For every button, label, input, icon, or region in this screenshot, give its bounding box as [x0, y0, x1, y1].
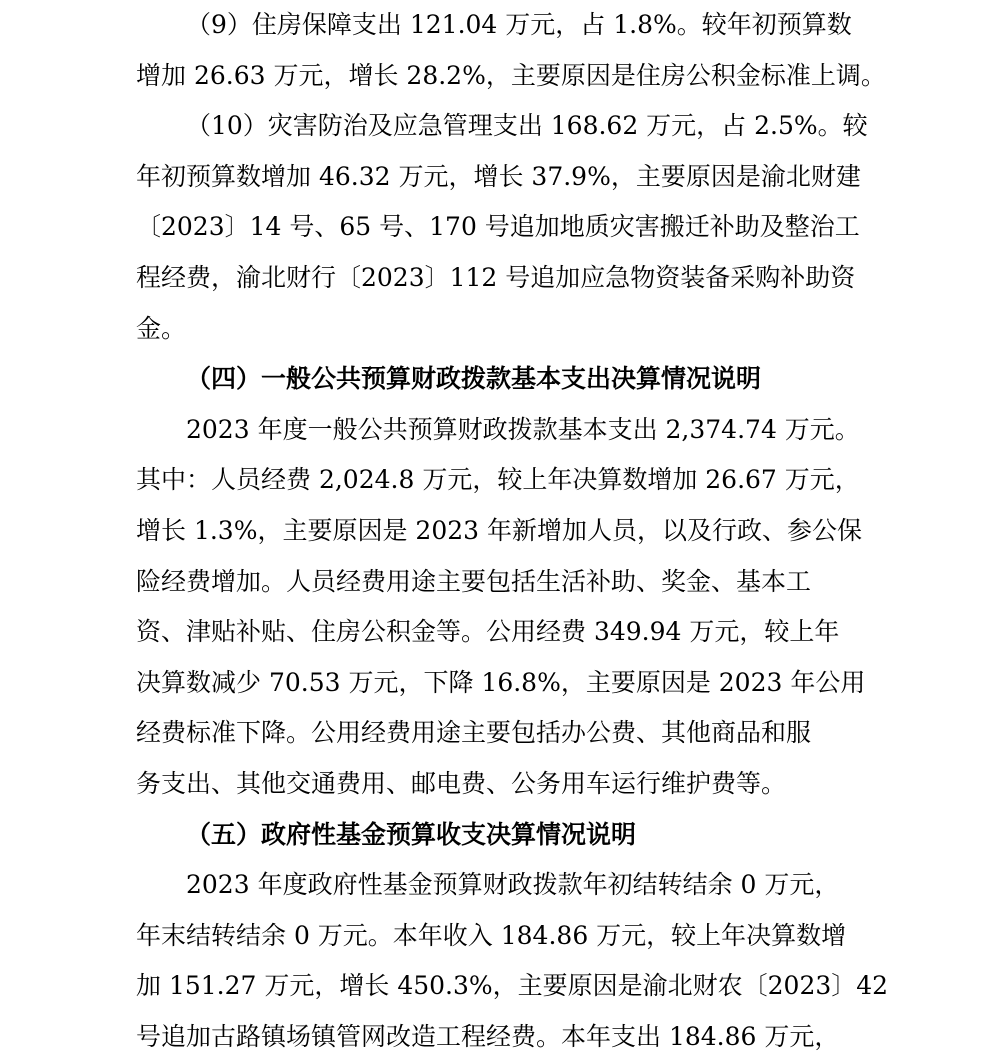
paragraph-line: 程经费，渝北财行〔2023〕112 号追加应急物资装备采购补助资	[136, 262, 856, 292]
paragraph-line: 增加 26.63 万元，增长 28.2%，主要原因是住房公积金标准上调。	[136, 60, 886, 90]
paragraph-line: 其中：人员经费 2,024.8 万元，较上年决算数增加 26.67 万元，	[136, 465, 860, 495]
paragraph-line: 2023 年度一般公共预算财政拨款基本支出 2,374.74 万元。	[186, 414, 860, 444]
paragraph-line: 〔2023〕14 号、65 号、170 号追加地质灾害搬迁补助及整治工	[136, 212, 860, 242]
section-heading: （五）政府性基金预算收支决算情况说明	[186, 819, 637, 849]
paragraph-line: 资、津贴补贴、住房公积金等。公用经费 349.94 万元，较上年	[136, 617, 840, 647]
paragraph-line: （9）住房保障支出 121.04 万元，占 1.8%。较年初预算数	[186, 10, 852, 39]
paragraph-line: 决算数减少 70.53 万元，下降 16.8%，主要原因是 2023 年公用	[136, 667, 866, 697]
paragraph-line: 加 151.27 万元，增长 450.3%，主要原因是渝北财农〔2023〕42	[136, 971, 889, 1001]
section-heading: （四）一般公共预算财政拨款基本支出决算情况说明	[186, 364, 762, 394]
paragraph-line: 务支出、其他交通费用、邮电费、公务用车运行维护费等。	[136, 768, 787, 798]
paragraph-line: 金。	[136, 313, 187, 343]
paragraph-line: 2023 年度政府性基金预算财政拨款年初结转结余 0 万元，	[186, 870, 840, 900]
paragraph-line: 增长 1.3%，主要原因是 2023 年新增加人员，以及行政、参公保	[136, 515, 862, 545]
paragraph-line: 险经费增加。人员经费用途主要包括生活补助、奖金、基本工	[136, 566, 812, 596]
document-page	[136, 0, 888, 1062]
paragraph-line: 年初预算数增加 46.32 万元，增长 37.9%，主要原因是渝北财建	[136, 161, 861, 191]
paragraph-line: 号追加古路镇场镇管网改造工程经费。本年支出 184.86 万元，	[136, 1021, 840, 1051]
paragraph-line: 经费标准下降。公用经费用途主要包括办公费、其他商品和服	[136, 718, 812, 748]
paragraph-line: 年末结转结余 0 万元。本年收入 184.86 万元，较上年决算数增	[136, 920, 847, 950]
paragraph-line: （10）灾害防治及应急管理支出 168.62 万元，占 2.5%。较	[186, 111, 868, 141]
